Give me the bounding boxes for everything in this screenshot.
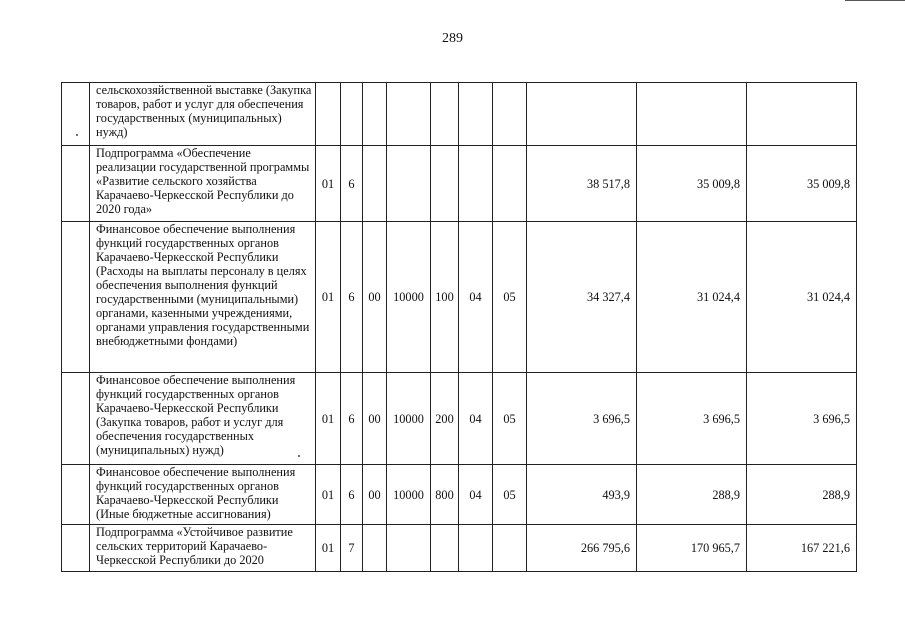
amount-cell-v3: 288,9 — [747, 465, 857, 525]
row-stub-cell — [62, 373, 90, 465]
amount-cell-v2: 3 696,5 — [637, 373, 747, 465]
code-cell-c5: 200 — [431, 373, 459, 465]
code-cell-c6 — [459, 146, 493, 222]
code-cell-c7 — [493, 83, 527, 146]
amount-cell-v2: 288,9 — [637, 465, 747, 525]
budget-table — [61, 82, 857, 572]
amount-cell-v2: 35 009,8 — [637, 146, 747, 222]
code-cell-c5 — [431, 146, 459, 222]
item-name-cell: сельскохозяйственной выставке (Закупка товаров, работ и услуг для обеспечения государственных (муниципальных) нужд) — [90, 83, 316, 146]
row-stub-cell — [62, 525, 90, 572]
code-cell-c6: 04 — [459, 373, 493, 465]
code-cell-c2: 6 — [341, 465, 363, 525]
code-cell-c3 — [363, 146, 387, 222]
amount-cell-v1: 34 327,4 — [527, 222, 637, 373]
row-stub-cell — [62, 83, 90, 146]
code-cell-c5: 100 — [431, 222, 459, 373]
code-cell-c4 — [387, 146, 431, 222]
item-name-cell: Финансовое обеспечение выполнения функций государственных органов Карачаево-Черкесской Республики (Закупка товаров, работ и услуг для обеспечения государственных (муниципальных) нужд) — [90, 373, 316, 465]
code-cell-c3: 00 — [363, 373, 387, 465]
row-stub-cell — [62, 146, 90, 222]
code-cell-c7: 05 — [493, 373, 527, 465]
scan-speck — [76, 134, 78, 136]
code-cell-c4 — [387, 525, 431, 572]
item-name-cell: Финансовое обеспечение выполнения функций государственных органов Карачаево-Черкесской Республики (Расходы на выплаты персоналу в целях обеспечения выполнения функций государственными (муниципальными) органами, казенными учреждениями, органами управления государственными внебюджетными фондами) — [90, 222, 316, 373]
code-cell-c2 — [341, 83, 363, 146]
amount-cell-v2 — [637, 83, 747, 146]
code-cell-c2: 6 — [341, 373, 363, 465]
amount-cell-v3: 167 221,6 — [747, 525, 857, 572]
code-cell-c6: 04 — [459, 222, 493, 373]
amount-cell-v2: 31 024,4 — [637, 222, 747, 373]
code-cell-c7: 05 — [493, 465, 527, 525]
code-cell-c3: 00 — [363, 222, 387, 373]
code-cell-c2: 7 — [341, 525, 363, 572]
code-cell-c6 — [459, 83, 493, 146]
code-cell-c6 — [459, 525, 493, 572]
amount-cell-v2: 170 965,7 — [637, 525, 747, 572]
code-cell-c1: 01 — [316, 465, 341, 525]
code-cell-c1: 01 — [316, 146, 341, 222]
amount-cell-v1: 493,9 — [527, 465, 637, 525]
table-row — [62, 373, 857, 465]
page-corner-mark — [845, 0, 905, 4]
code-cell-c1: 01 — [316, 222, 341, 373]
code-cell-c4: 10000 — [387, 222, 431, 373]
code-cell-c5 — [431, 83, 459, 146]
code-cell-c5 — [431, 525, 459, 572]
amount-cell-v1: 3 696,5 — [527, 373, 637, 465]
code-cell-c3 — [363, 83, 387, 146]
code-cell-c7 — [493, 525, 527, 572]
code-cell-c1 — [316, 83, 341, 146]
code-cell-c3: 00 — [363, 465, 387, 525]
table-row — [62, 146, 857, 222]
page-number: 289 — [442, 31, 463, 46]
code-cell-c2: 6 — [341, 222, 363, 373]
code-cell-c5: 800 — [431, 465, 459, 525]
item-name-cell: Финансовое обеспечение выполнения функций государственных органов Карачаево-Черкесской Республики (Иные бюджетные ассигнования) — [90, 465, 316, 525]
table-row — [62, 465, 857, 525]
code-cell-c1: 01 — [316, 525, 341, 572]
code-cell-c7: 05 — [493, 222, 527, 373]
code-cell-c1: 01 — [316, 373, 341, 465]
scan-speck — [298, 455, 300, 457]
code-cell-c2: 6 — [341, 146, 363, 222]
table-row — [62, 525, 857, 572]
code-cell-c4: 10000 — [387, 373, 431, 465]
amount-cell-v1 — [527, 83, 637, 146]
code-cell-c4 — [387, 83, 431, 146]
amount-cell-v1: 266 795,6 — [527, 525, 637, 572]
row-stub-cell — [62, 465, 90, 525]
table-row — [62, 83, 857, 146]
code-cell-c6: 04 — [459, 465, 493, 525]
amount-cell-v3: 35 009,8 — [747, 146, 857, 222]
amount-cell-v3: 3 696,5 — [747, 373, 857, 465]
item-name-cell: Подпрограмма «Устойчивое развитие сельских территорий Карачаево-Черкесской Республики до 2020 — [90, 525, 316, 572]
code-cell-c4: 10000 — [387, 465, 431, 525]
code-cell-c3 — [363, 525, 387, 572]
amount-cell-v3: 31 024,4 — [747, 222, 857, 373]
amount-cell-v3 — [747, 83, 857, 146]
amount-cell-v1: 38 517,8 — [527, 146, 637, 222]
table-row — [62, 222, 857, 373]
item-name-cell: Подпрограмма «Обеспечение реализации государственной программы «Развитие сельского хозяйства Карачаево-Черкесской Республики до 2020 года» — [90, 146, 316, 222]
row-stub-cell — [62, 222, 90, 373]
code-cell-c7 — [493, 146, 527, 222]
